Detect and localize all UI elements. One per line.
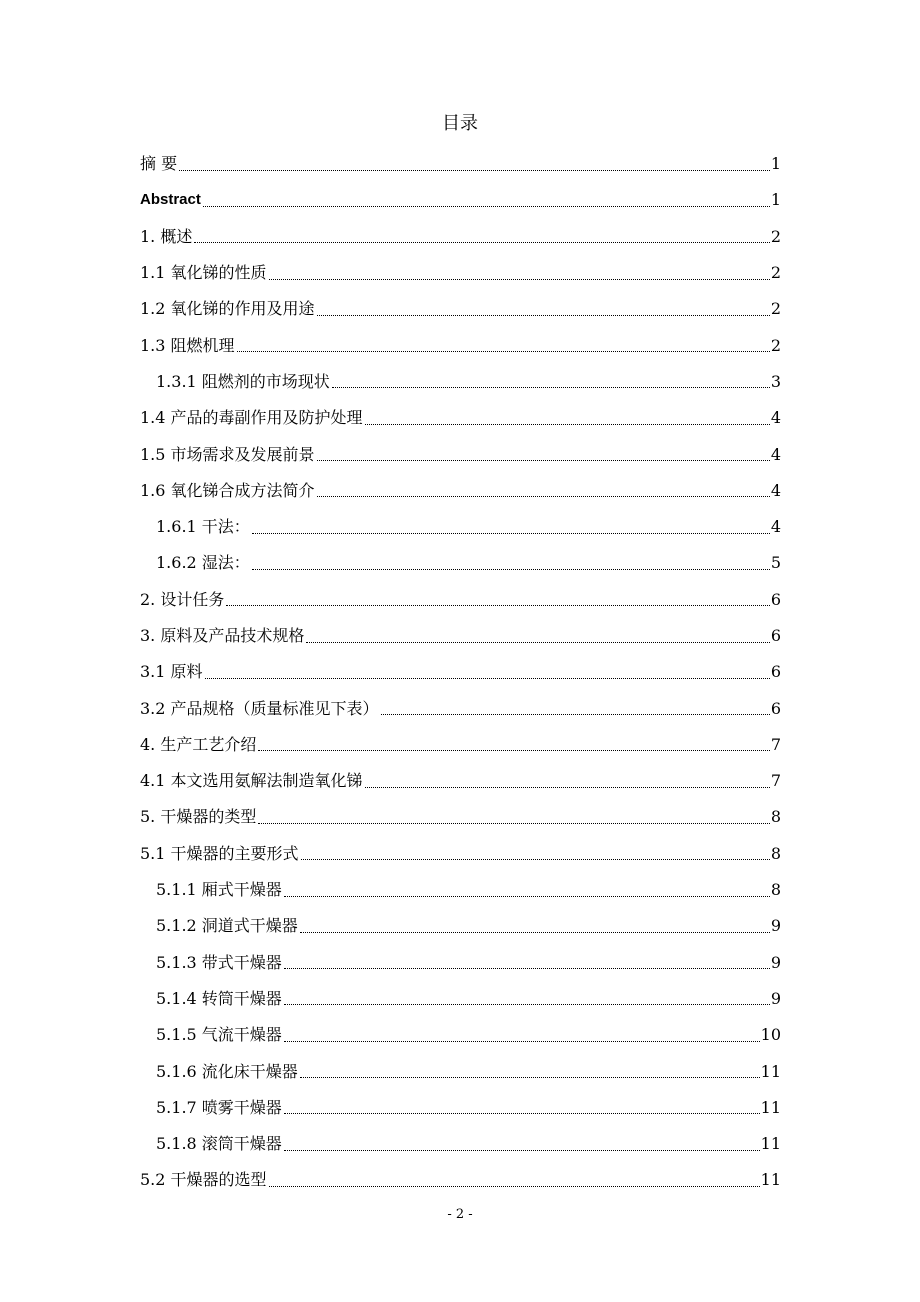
toc-entry-label: 5.1.3 带式干燥器 bbox=[156, 952, 282, 972]
toc-leader-dots bbox=[226, 605, 769, 606]
toc-entry-label: 4. 生产工艺介绍 bbox=[140, 734, 257, 754]
toc-entry[interactable] bbox=[140, 509, 781, 545]
toc-leader-dots bbox=[269, 1186, 760, 1187]
toc-entry-label: 5. 干燥器的类型 bbox=[140, 807, 257, 827]
toc-entry-page: 9 bbox=[770, 988, 781, 1008]
toc-leader-dots bbox=[179, 170, 770, 171]
toc-entry-page: 7 bbox=[770, 771, 781, 791]
toc-entry[interactable] bbox=[140, 727, 781, 763]
toc-leader-dots bbox=[252, 533, 770, 534]
toc-leader-dots bbox=[284, 1113, 760, 1114]
toc-entry-page: 10 bbox=[760, 1025, 781, 1045]
toc-leader-dots bbox=[381, 714, 770, 715]
toc-leader-dots bbox=[284, 896, 770, 897]
toc-entry-page: 9 bbox=[770, 952, 781, 972]
toc-entry-label: 1.5 市场需求及发展前景 bbox=[140, 444, 315, 464]
toc-entry[interactable] bbox=[140, 1053, 781, 1089]
toc-entry[interactable] bbox=[140, 836, 781, 872]
toc-entry-label: 5.2 干燥器的选型 bbox=[140, 1170, 267, 1190]
toc-entry[interactable] bbox=[140, 400, 781, 436]
page-number: - 2 - bbox=[447, 1207, 473, 1222]
toc-entry[interactable] bbox=[140, 945, 781, 981]
toc-entry[interactable] bbox=[140, 182, 781, 218]
toc-entry-page: 6 bbox=[770, 589, 781, 609]
toc-entry-page: 4 bbox=[770, 444, 781, 464]
toc-leader-dots bbox=[203, 206, 770, 207]
toc-entry[interactable] bbox=[140, 654, 781, 690]
toc-leader-dots bbox=[300, 932, 770, 933]
toc-entry-page: 6 bbox=[770, 698, 781, 718]
toc-entry-label: 5.1.5 气流干燥器 bbox=[156, 1025, 282, 1045]
toc-entry-page: 11 bbox=[760, 1061, 781, 1081]
toc-entry[interactable] bbox=[140, 436, 781, 472]
toc-entry-label: 1.2 氧化锑的作用及用途 bbox=[140, 299, 315, 319]
toc-entry-label: 1.4 产品的毒副作用及防护处理 bbox=[140, 408, 363, 428]
toc-entry-page: 6 bbox=[770, 626, 781, 645]
toc-entry-label: 3. 原料及产品技术规格 bbox=[140, 626, 305, 645]
toc-leader-dots bbox=[252, 569, 770, 570]
toc-entry-page: 8 bbox=[770, 843, 781, 863]
toc-entry[interactable] bbox=[140, 1162, 781, 1198]
toc-entry[interactable] bbox=[140, 291, 781, 327]
toc-entry[interactable] bbox=[140, 1090, 781, 1126]
toc-leader-dots bbox=[284, 1004, 770, 1005]
toc-leader-dots bbox=[284, 1150, 760, 1151]
toc-entry-label: 1.6 氧化锑合成方法简介 bbox=[140, 480, 315, 500]
toc-leader-dots bbox=[258, 750, 769, 751]
toc-entry[interactable] bbox=[140, 473, 781, 509]
toc-entry[interactable] bbox=[140, 582, 781, 618]
toc-entry[interactable] bbox=[140, 1017, 781, 1053]
toc-entry[interactable] bbox=[140, 872, 781, 908]
toc-entry[interactable] bbox=[140, 763, 781, 799]
toc-entry-label: 5.1.4 转筒干燥器 bbox=[156, 988, 282, 1008]
toc-entry-page: 4 bbox=[770, 480, 781, 500]
page-title: 目录 bbox=[442, 113, 478, 134]
toc-entry[interactable] bbox=[140, 219, 781, 255]
toc-entry-page: 9 bbox=[770, 916, 781, 936]
toc-entry-page: 2 bbox=[770, 263, 781, 283]
toc-entry-label: 1.6.2 湿法： bbox=[156, 553, 250, 573]
toc-leader-dots bbox=[194, 242, 769, 243]
toc-entry-label: 5.1.7 喷雾干燥器 bbox=[156, 1097, 282, 1117]
toc-entry-label: 5.1.6 流化床干燥器 bbox=[156, 1061, 298, 1081]
toc-entry-label: 2. 设计任务 bbox=[140, 589, 225, 609]
toc-entry-label: 摘 要 bbox=[140, 154, 178, 174]
toc-entry-label: 1. 概述 bbox=[140, 226, 193, 246]
toc-entry-page: 4 bbox=[770, 517, 781, 537]
toc-entry-page: 2 bbox=[770, 335, 781, 355]
toc-entry[interactable] bbox=[140, 364, 781, 400]
toc-entry-label: 1.3 阻燃机理 bbox=[140, 335, 235, 355]
toc-entry-page: 11 bbox=[760, 1097, 781, 1117]
toc-entry-page: 2 bbox=[770, 299, 781, 319]
toc-entry[interactable] bbox=[140, 908, 781, 944]
toc-entry-label: 3.1 原料 bbox=[140, 662, 203, 682]
toc-leader-dots bbox=[300, 1077, 760, 1078]
toc-entry-page: 8 bbox=[770, 807, 781, 827]
toc-entry-label: 5.1.1 厢式干燥器 bbox=[156, 880, 282, 900]
toc-leader-dots bbox=[332, 387, 770, 388]
toc-entry-page: 4 bbox=[770, 408, 781, 428]
toc-entry[interactable] bbox=[140, 146, 781, 182]
toc-entry-page: 7 bbox=[770, 734, 781, 754]
toc-leader-dots bbox=[317, 496, 770, 497]
toc-entry-page: 1 bbox=[770, 190, 781, 210]
toc-leader-dots bbox=[205, 678, 770, 679]
toc-entry-label: 3.2 产品规格（质量标准见下表） bbox=[140, 698, 379, 718]
toc-entry[interactable] bbox=[140, 1126, 781, 1162]
table-of-contents bbox=[140, 146, 781, 1199]
toc-entry[interactable] bbox=[140, 255, 781, 291]
toc-leader-dots bbox=[269, 279, 770, 280]
toc-entry[interactable] bbox=[140, 799, 781, 835]
toc-leader-dots bbox=[301, 859, 770, 860]
toc-entry-label: 1.6.1 干法： bbox=[156, 517, 250, 537]
toc-entry-label: 5.1 干燥器的主要形式 bbox=[140, 843, 299, 863]
toc-entry[interactable] bbox=[140, 618, 781, 654]
toc-entry-page: 11 bbox=[760, 1134, 781, 1154]
toc-leader-dots bbox=[284, 1041, 760, 1042]
toc-leader-dots bbox=[317, 460, 770, 461]
toc-entry[interactable] bbox=[140, 981, 781, 1017]
toc-entry[interactable] bbox=[140, 327, 781, 363]
toc-leader-dots bbox=[317, 315, 770, 316]
toc-leader-dots bbox=[365, 787, 770, 788]
toc-leader-dots bbox=[306, 642, 769, 643]
toc-entry[interactable] bbox=[140, 690, 781, 726]
toc-entry-page: 1 bbox=[770, 154, 781, 174]
toc-entry-page: 6 bbox=[770, 662, 781, 682]
toc-entry-label: 1.1 氧化锑的性质 bbox=[140, 263, 267, 283]
toc-entry[interactable] bbox=[140, 545, 781, 581]
toc-entry-label: 1.3.1 阻燃剂的市场现状 bbox=[156, 371, 330, 391]
toc-leader-dots bbox=[237, 351, 770, 352]
toc-entry-label: 4.1 本文选用氨解法制造氧化锑 bbox=[140, 771, 363, 791]
toc-leader-dots bbox=[365, 424, 770, 425]
toc-entry-page: 11 bbox=[760, 1170, 781, 1190]
toc-entry-label: 5.1.2 洞道式干燥器 bbox=[156, 916, 298, 936]
toc-entry-label: 5.1.8 滚筒干燥器 bbox=[156, 1134, 282, 1154]
toc-entry-page: 5 bbox=[770, 553, 781, 573]
toc-leader-dots bbox=[284, 968, 770, 969]
toc-entry-page: 3 bbox=[770, 371, 781, 391]
toc-leader-dots bbox=[258, 823, 769, 824]
toc-entry-label: Abstract bbox=[140, 191, 201, 209]
toc-entry-page: 2 bbox=[770, 226, 781, 246]
toc-entry-page: 8 bbox=[770, 880, 781, 900]
